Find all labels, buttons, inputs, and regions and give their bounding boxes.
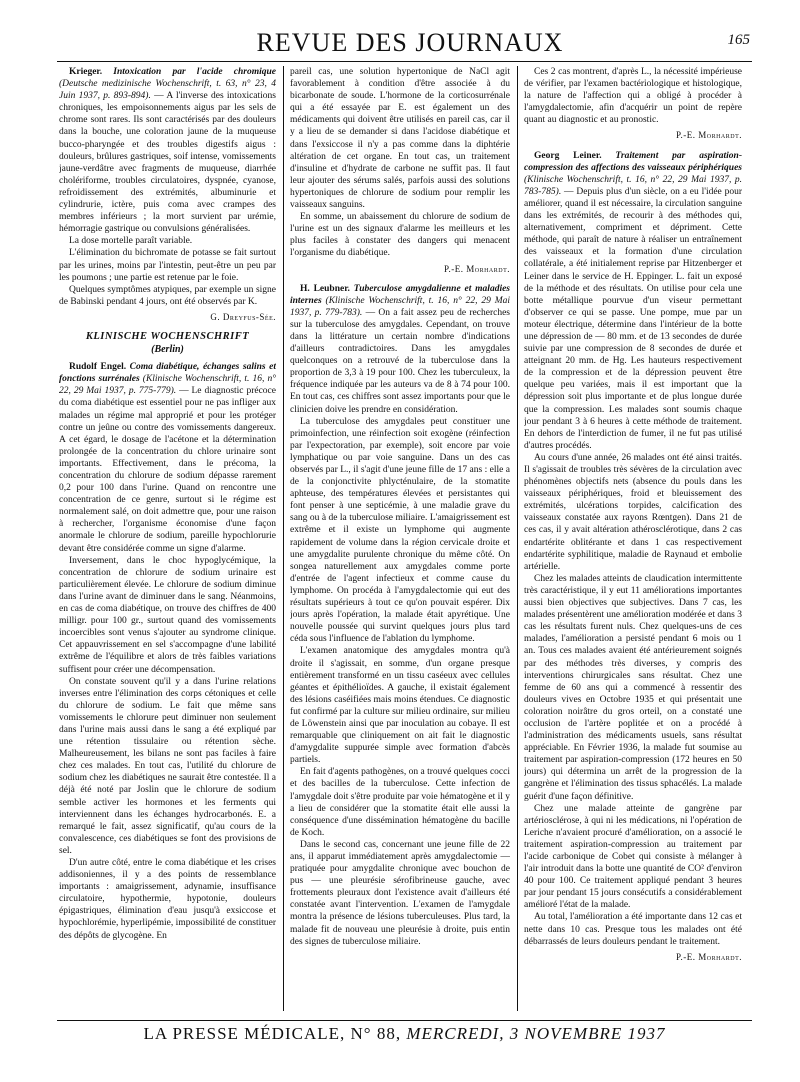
column-3 (524, 66, 742, 1011)
article-paragraph: La dose mortelle paraît variable. (69, 236, 193, 247)
article-paragraph: — On a fait assez peu de recherches sur la tuberculose des amygdales. Cependant, on trouve dans la littérature un certain nombre d'indications d'ailleurs contradictoires. Dans les amygdales quelconques on a retrouvé de la tuberculose dans la proportion de 3,3 à 19 pour 100. Chez les tuberculeux, la fréquence indiquée par les auteurs va de 8 à 74 pour 100. En tout cas, ces chiffres sont assez importants pour que le clinicien doive les prendre en considération. (290, 307, 510, 415)
article-paragraph: — Le diagnostic précoce du coma diabétique est essentiel pour ne pas infliger aux malades un régime mal approprié et pour les protéger contre un jeûne ou contre des vomissements dangereux. A cet égard, le dosage de l'acétone et la détermination prolongée de la concentration du chlore urinaire sont importants. Effectivement, dans le précoma, la concentration du chlorure de sodium dépasse rarement 0,2 pour 100 dans l'urine. Quand on rencontre une concentration de ce genre, surtout si le régime est normalement salé, on doit admettre que, pour une raison à rechercher, l'organisme économise d'une façon anormale le chlorure de sodium, pareille hypochlorurie devant être considérée comme un signe d'alarme. (59, 386, 276, 554)
article-paragraph: L'examen anatomique des amygdales montra qu'à droite il s'agissait, en somme, d'un organe presque entièrement transformé en un tissu caséeux avec cellules géantes et épithélioïdes. A gauche, il existait également des lésions caséifiées mais moins étendues. Ce diagnostic fut confirmé par la culture sur milieu ordinaire, sur milieu de Löwenstein ainsi que par inoculation au cobaye. Il est remarquable que cliniquement on ait fait le diagnostic d'amygdalite suppurée simple avec formation d'abcès partiels. (290, 646, 510, 766)
article-author: Krieger. (69, 67, 103, 77)
article-paragraph: Ces 2 cas montrent, d'après L., la nécessité impérieuse de vérifier, par l'examen bactériologique et histologique, la nature de l'affection qui a obligé à procéder à l'amygdalectomie, afin d'acquérir un point de repère quant au diagnostic et au pronostic. (524, 67, 742, 126)
journal-title: REVUE DES JOURNAUX (256, 28, 564, 57)
article-signature: P.-E. Morhardt. (443, 263, 510, 274)
article-signature: P.-E. Morhardt. (675, 130, 742, 141)
page-footer (57, 1024, 752, 1044)
article-author: H. Leubner. (300, 283, 350, 294)
article-title: Traitement par aspiration-compression des affections des vaisseaux périphériques (524, 150, 742, 173)
article-signature: G. Dreyfus-Sée. (210, 311, 276, 322)
header-rule (57, 61, 752, 62)
article-paragraph: Dans le second cas, concernant une jeune fille de 22 ans, il apparut immédiatement après amygdalectomie — pratiquée pour amygdalite chronique avec bouchon de pus — une pleurésie sérofibrineuse gauche, avec frottements pleuraux dont l'existence avait d'ailleurs été constatée avant l'intervention. L'examen de l'amygdale montra la présence de lésions tuberculeuses. Plus tard, la malade fit de nouveau une pleurésie à droite, puis entin des signes de tuberculose miliaire. (290, 839, 510, 947)
article-paragraph: En somme, un abaissement du chlorure de sodium de l'urine est un des signaux d'alarme les meilleurs et les plus faciles à constater des dangers qui menacent l'organisme du diabétique. (290, 212, 510, 259)
article-krieger (59, 66, 276, 235)
article-source: (Deutsche medizinische Wochenschrift, t. 63, n° 23, 4 Juin 1937, p. 893-894). (59, 79, 276, 102)
article-title: Intoxication par l'acide chromique (113, 67, 276, 77)
article-source: (Klinische Wochenschrift, t. 16, n° 22, 29 Mai 1937, p. 783-785). (524, 174, 742, 197)
article-paragraph: Inversement, dans le choc hypoglycémique, la concentration de chlorure de sodium urinaire est particulièrement élevée. Le chlorure de sodium diminue dans l'urine avant de diminuer dans le sang. Néanmoins, en cas de coma diabétique, on trouve des chiffres de 400 milligr. pour 100 gr., surtout quand des vomissements incoercibles sont venus s'ajouter au syndrome clinique. Cet appauvrissement en sel s'accompagne d'une labilité extrême de l'équilibre et alors de très faibles variations suffisent pour créer une décompensation. (59, 555, 276, 675)
footer-issue: N° 88, (350, 1024, 402, 1043)
article-signature: P.-E. Morhardt. (675, 951, 742, 962)
footer-rule (57, 1020, 752, 1021)
article-paragraph: Au cours d'une année, 26 malades ont été ainsi traités. Il s'agissait de troubles très sévères de la circulation avec phénomènes objectifs nets (absence du pouls dans les vaisseaux périphériques, froid et bleuissement des extrémités, ulcérations torpides, calcification des vaisseaux constatée aux rayons Rœntgen). Dans 21 de ces cas, il y avait altération athérosclérotique, dans 2 cas endartérite oblitérante et dans 1 cas respectivement endartérite syphilitique, maladie de Raynaud et embolie artérielle. (524, 452, 742, 572)
article-paragraph: On constate souvent qu'il y a dans l'urine relations inverses entre l'élimination des corps cétoniques et celle du chlorure de sodium. Le fait que même sans vomissements le chlorure peut diminuer non seulement dans l'urine mais aussi dans le sang a été expliqué par une rétention tissulaire ou rétention sèche. Malheureusement, les bilans ne sont pas faciles à faire chez ces malades. En tout cas, l'utilité du chlorure de sodium chez les diabétiques ne saurait être contestée. Il a déjà été noté par Joslin que le chlorure de sodium semble activer les hormones et les ferments qui interviennent dans les échanges hydrocarbonés. E. a remarqué le fait, assez significatif, qu'au cours de la convalescence, ces diabétiques se font des provisions de sel. (59, 676, 276, 856)
article-title: Coma diabétique, échanges salins et fonctions surrénales (59, 362, 276, 385)
article-paragraph: Quelques symptômes atypiques, par exemple un signe de Babinski pendant 4 jours, ont été observés par K. (59, 284, 276, 307)
article-source: (Klinische Wochenschrift, t. 16, n° 22, 29 Mai 1937, p. 775-779). (59, 374, 276, 397)
section-subtitle: (Berlin) (151, 344, 184, 356)
article-paragraph: Chez les malades atteints de claudication intermittente très caractéristique, il y eut 11 améliorations importantes aussi bien objectives que subjectives. Dans 7 cas, les malades présentèrent une amélioration modérée et dans 3 cas les résultats furent nuls. Chez quelques-uns de ces malades, l'amélioration a persisté pendant 6 mois ou 1 an. Tous ces malades avaient été antérieurement soignés par des méthodes très diverses, y compris des interventions chirurgicales sans résultat. Chez une femme de 60 ans qui a commencé à ressentir des douleurs vives en Octobre 1935 et qui présentait une coloration noirâtre du gros orteil, on a constaté une occlusion de l'artère poplitée et on a procédé à l'administration des médicaments usuels, sans résultat appréciable. En Février 1936, la malade fut soumise au traitement par aspiration-compression (172 heures en 50 jours) qui détermina un arrêt de la progression de la gangrène et l'élimination des tissus sphacélés. La malade guérit d'une façon définitive. (524, 573, 742, 802)
article-paragraph: En fait d'agents pathogènes, on a trouvé quelques cocci et des bacilles de la tuberculose. Cette infection de l'amygdale doit s'être produite par voie hématogène et il y a lieu de considérer que la stomatite était elle aussi la conséquence d'une dissémination hématogène du bacille de Koch. (290, 767, 510, 838)
article-paragraph: — Depuis plus d'un siècle, on a eu l'idée pour améliorer, quand il est nécessaire, la circulation sanguine dans les extrémités, de recourir à des méthodes qui, alternativement, compriment et dépriment. Cette méthode, qui paraît de nature à réaliser un entraînement des vaisseaux et la formation d'une circulation collatérale, a été initialement reprise par Hitzenberger et Leiner dans le service de H. Eppinger. L. fait un exposé de la méthode et des résultats. On utilise pour cela une botte métallique pourvue d'un viseur permettant d'observer ce qui se passe. Une pompe, mue par un moteur électrique, détermine dans l'intérieur de la botte une dépression de — 80 mm. et de 13 secondes de durée suivie par une compression de 8 secondes de durée et atteignant 20 mm. de Hg. Les hauteurs respectivement de la compression et de la dépression peuvent être quelque peu variées, mais il est important que la dépression soit plus importante et de plus longue durée que la compression. Les malades sont soumis chaque jour pendant 3 à 6 heures à cette méthode de traitement. En dehors de l'interdiction de fumer, il ne fut pas utilisé d'autres procédés. (524, 186, 742, 451)
article-leiner (524, 150, 742, 452)
article-author: Georg Leiner. (534, 150, 602, 161)
article-paragraph: Au total, l'amélioration a été importante dans 12 cas et nette dans 10 cas. Presque tous les malades ont été débarrassés de leurs douleurs pendant le traitement. (524, 912, 742, 947)
column-divider (283, 66, 284, 1011)
article-leubner (290, 283, 510, 416)
article-source: (Klinische Wochenschrift, t. 16, n° 22, 29 Mai 1937, p. 779-783). (290, 295, 510, 318)
footer-publication: LA PRESSE MÉDICALE, (143, 1024, 346, 1043)
article-paragraph: Chez une malade atteinte de gangrène par artériosclérose, à qui ni les médications, ni l'opération de Leriche n'avaient procuré d'amélioration, on a associé le traitement aspiration-compression au traitement par l'acide carbonique de Cobet qui consiste à mélanger à l'air introduit dans la botte une quantité de CO² d'environ 40 pour 100. Ce traitement appliqué pendant 3 heures par jour pendant 15 jours consécutifs a considérablement amélioré l'état de la malade. (524, 803, 742, 911)
article-engel (59, 361, 276, 555)
article-title: Tuberculose amygdalienne et maladies internes (290, 283, 510, 306)
column-1 (59, 66, 276, 1011)
column-divider (517, 66, 518, 1011)
article-paragraph: La tuberculose des amygdales peut constituer une primoinfection, une réinfection soit exogène (réinfection par l'expectoration, par exemple), soit encore par voie lymphatique ou par voie sanguine. Dans un des cas observés par L., il s'agit d'une jeune fille de 17 ans : elle a de la conjonctivite phlycténulaire, de la stomatite aphteuse, des températures élevées et persistantes qui font penser à une septicémie, à une maladie grave du sang ou à de la tuberculose miliaire. L'amaigrissement est extrême et il existe un lymphome qui augmente rapidement de volume dans la région cervicale droite et une amygdalite purulente chronique du même côté. On songea naturellement aux amygdales comme porte d'entrée de l'agent infectieux et comme cause du lymphome. On procéda à l'amygdalectomie qui eut des résultats supérieurs à tout ce qu'on pouvait espérer. Dix jours après l'opération, la malade était apyrétique. Une nouvelle poussée qui survint quelques jours plus tard céda sous l'influence de l'ablation du lymphome. (290, 416, 510, 645)
page-number: 165 (727, 32, 750, 48)
article-author: Rudolf Engel. (69, 362, 127, 373)
section-title: KLINISCHE WOCHENSCHRIFT (85, 330, 250, 342)
article-paragraph: — A l'inverse des intoxications chroniques, les empoisonnements aigus par les sels de chrome sont rares. Ils sont caractérisés par des douleurs dans la bouche, une coloration jaune de la muqueuse bucco-pharyngée et des troubles digestifs aigus : douleurs, brûlures gastriques, soif intense, vomissements jaune-verdâtre avec fragments de muqueuse, diarrhée cholériforme, troubles circulatoires, dyspnée, cyanose, refroidissement des extrémités, albuminurie et cylindrurie, ictère, puis coma avec crampes des membres inférieurs ; la mort survient par urémie, hémorragie gastrique ou convulsions généralisées. (59, 91, 276, 235)
column-2 (290, 66, 510, 1011)
page-header (90, 28, 750, 60)
article-paragraph: D'un autre côté, entre le coma diabétique et les crises addisoniennes, il y a des points de ressemblance importants : amaigrissement, adynamie, insuffisance circulatoire, hypothermie, hypotonie, douleurs épigastriques, élimination d'eau jusqu'à exsiccose et hypochlorémie, hyperlipémie, impossibilité de constituer des dépôts de glycogène. En (59, 858, 276, 941)
article-paragraph: pareil cas, une solution hypertonique de NaCl agit favorablement à condition d'être associée à du bicarbonate de soude. L'hormone de la corticosurrénale qui a été essayée par E. est également un des médicaments qui doivent être utilisés en pareil cas, car il y a lieu de se demander si dans l'acidose diabétique et dans l'exsiccose il n'y a pas comme dans la diphtérie altération de cet organe. En tout cas, un traitement d'insuline et d'hydrate de carbone ne suffit pas. Il faut leur ajouter des sérums salés, parfois aussi des solutions hypertoniques de chlorure de sodium pour remplir les vaisseaux sanguins. (290, 67, 510, 211)
article-paragraph: L'élimination du bichromate de potasse se fait surtout par les urines, moins par l'intestin, peut-être un peu par les poumons ; une partie est retenue par le foie. (59, 248, 276, 283)
footer-date: MERCREDI, 3 NOVEMBRE 1937 (406, 1024, 666, 1043)
